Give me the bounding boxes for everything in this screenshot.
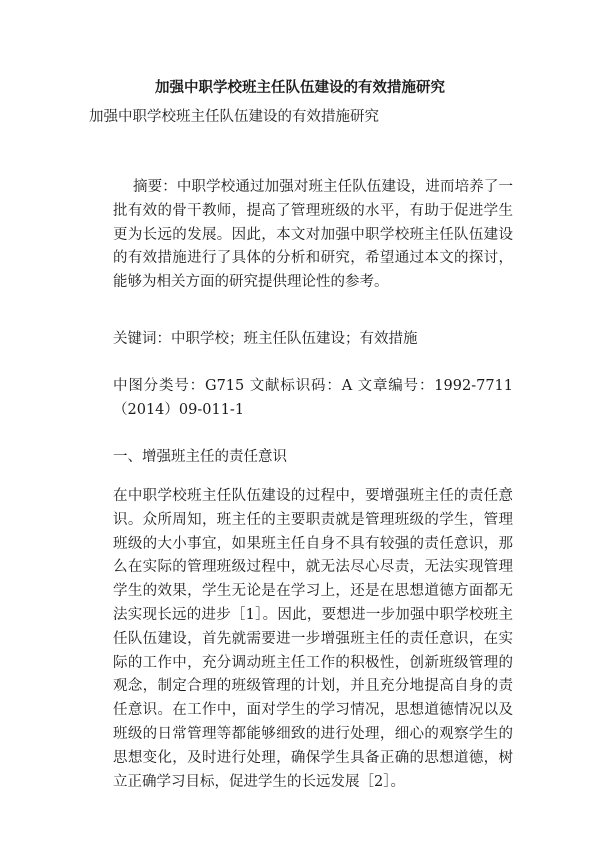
- abstract-paragraph: 摘要：中职学校通过加强对班主任队伍建设，进而培养了一批有效的骨干教师，提高了管理班级的水平，有助于促进学生更为长远的发展。因此，本文对加强中职学校班主任队伍建设的有效措施进行了具体的分析和研究，希望通过本文的探讨，能够为相关方面的研究提供理论性的参考。: [113, 179, 513, 291]
- section-heading: 一、增强班主任的责任意识: [113, 449, 287, 465]
- body-paragraph: 在中职学校班主任队伍建设的过程中，要增强班主任的责任意识。众所周知，班主任的主要职责就是管理班级的学生，管理班级的大小事宜，如果班主任自身不具有较强的责任意识，那么在实际的管理班级过程中，就无法尽心尽责，无法实现管理学生的效果，学生无论是在学习上，还是在思想道德方面都无法实现长远的进步［1］。因此，要想进一步加强中职学校班主任队伍建设，首先就需要进一步增强班主任的责任意识，在实际的工作中，充分调动班主任工作的积极性，创新班级管理的观念，制定合理的班级管理的计划，并且充分地提高自身的责任意识。在工作中，面对学生的学习情况，思想道德情况以及班级的日常管理等都能够细致的进行处理，细心的观察学生的思想变化，及时进行处理，确保学生具备正确的思想道德，树立正确学习目标，促进学生的长远发展［2］。: [113, 488, 513, 790]
- document-title: 加强中职学校班主任队伍建设的有效措施研究: [155, 79, 445, 96]
- keywords-line: 关键词：中职学校；班主任队伍建设；有效措施: [113, 331, 418, 347]
- document-subtitle: 加强中职学校班主任队伍建设的有效措施研究: [89, 109, 379, 125]
- classification-line: 中图分类号：G715 文献标识码：A 文章编号：1992-7711（2014）09-011-1: [113, 378, 513, 418]
